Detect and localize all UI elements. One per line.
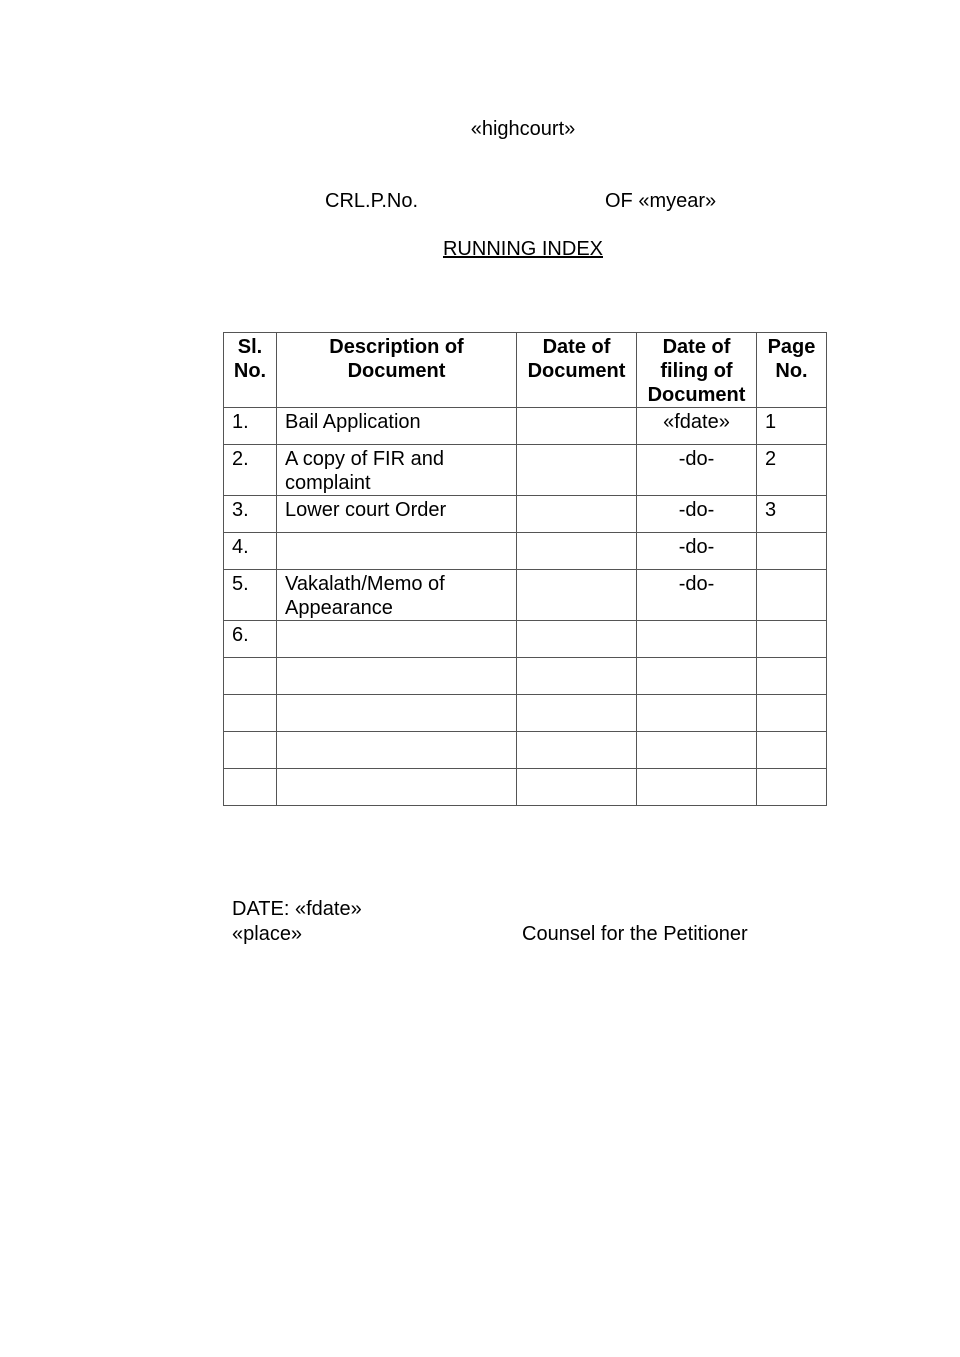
table-row [224, 408, 827, 445]
table-row [224, 570, 827, 621]
cell-filing-date: -do- [637, 533, 757, 570]
cell-page-no [757, 658, 827, 695]
cell-sl-no: 4. [224, 533, 277, 570]
cell-page-no: 1 [757, 408, 827, 445]
cell-page-no [757, 769, 827, 806]
cell-filing-date [637, 732, 757, 769]
column-header-description: Description of Document [277, 333, 517, 408]
table-row [224, 621, 827, 658]
column-header-date: Date of Document [517, 333, 637, 408]
cell-date [517, 695, 637, 732]
cell-page-no [757, 695, 827, 732]
cell-sl-no [224, 695, 277, 732]
column-header-filing-date: Date of filing of Document [637, 333, 757, 408]
table-row [224, 732, 827, 769]
cell-date [517, 621, 637, 658]
cell-description [277, 732, 517, 769]
court-name: «highcourt» [470, 118, 576, 140]
cell-date [517, 732, 637, 769]
cell-sl-no: 5. [224, 570, 277, 621]
signature-label: Counsel for the Petitioner [522, 923, 748, 945]
cell-date [517, 496, 637, 533]
footer-date: DATE: «fdate» [232, 898, 362, 920]
table-row [224, 695, 827, 732]
column-header-sl-no: Sl. No. [224, 333, 277, 408]
page-title: RUNNING INDEX [442, 238, 603, 260]
cell-page-no [757, 533, 827, 570]
table-header-row [224, 333, 827, 408]
table-row [224, 658, 827, 695]
cell-filing-date [637, 658, 757, 695]
cell-description: Vakalath/Memo of Appearance [277, 570, 517, 621]
cell-sl-no [224, 769, 277, 806]
cell-filing-date: «fdate» [637, 408, 757, 445]
cell-sl-no: 2. [224, 445, 277, 496]
running-index-table [223, 332, 827, 806]
cell-description [277, 769, 517, 806]
cell-filing-date [637, 769, 757, 806]
cell-filing-date: -do- [637, 445, 757, 496]
cell-date [517, 445, 637, 496]
cell-date [517, 408, 637, 445]
table-row [224, 533, 827, 570]
cell-date [517, 769, 637, 806]
cell-page-no [757, 570, 827, 621]
cell-description [277, 658, 517, 695]
cell-page-no [757, 732, 827, 769]
cell-description [277, 695, 517, 732]
table-row [224, 496, 827, 533]
cell-sl-no: 3. [224, 496, 277, 533]
cell-filing-date [637, 695, 757, 732]
cell-description: Bail Application [277, 408, 517, 445]
cell-date [517, 533, 637, 570]
cell-sl-no [224, 732, 277, 769]
case-year-label: OF «myear» [605, 190, 717, 212]
cell-description: A copy of FIR and complaint [277, 445, 517, 496]
table-row [224, 769, 827, 806]
cell-page-no: 3 [757, 496, 827, 533]
cell-date [517, 658, 637, 695]
cell-page-no [757, 621, 827, 658]
cell-sl-no: 1. [224, 408, 277, 445]
cell-sl-no [224, 658, 277, 695]
cell-page-no: 2 [757, 445, 827, 496]
cell-filing-date: -do- [637, 496, 757, 533]
cell-sl-no: 6. [224, 621, 277, 658]
table-row [224, 445, 827, 496]
cell-description: Lower court Order [277, 496, 517, 533]
cell-filing-date [637, 621, 757, 658]
cell-description [277, 533, 517, 570]
cell-filing-date: -do- [637, 570, 757, 621]
column-header-page-no: Page No. [757, 333, 827, 408]
cell-description [277, 621, 517, 658]
case-number-label: CRL.P.No. [325, 190, 419, 212]
footer-place: «place» [232, 923, 303, 945]
cell-date [517, 570, 637, 621]
